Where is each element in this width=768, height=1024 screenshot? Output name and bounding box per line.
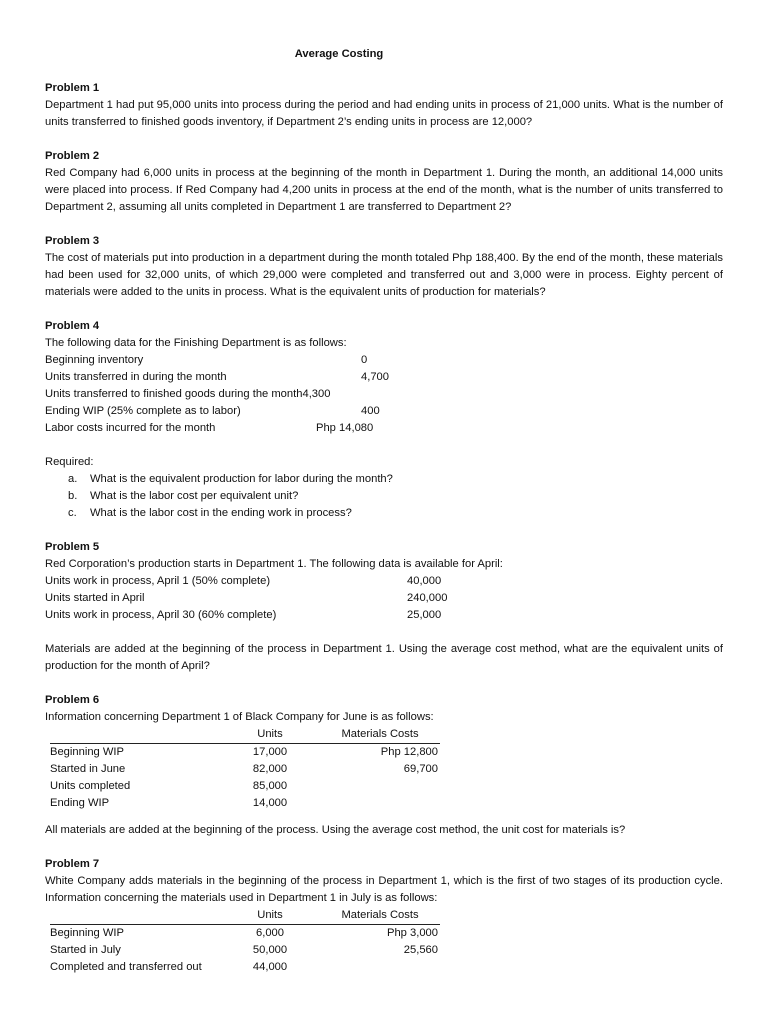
problem-7-heading: Problem 7 bbox=[45, 858, 100, 870]
row-cost: 69,700 bbox=[403, 763, 438, 775]
row-units: 50,000 bbox=[252, 944, 288, 956]
problem-1-text: Department 1 had put 95,000 units into process during the period and had ending units in process of 21,000 units. What is the number of units transferred to finished goods inventory, if Department 2’s ending units in process are 12,000? bbox=[45, 99, 723, 128]
table-row bbox=[50, 925, 440, 943]
problem-3-heading: Problem 3 bbox=[45, 235, 100, 247]
problem-4-heading: Problem 4 bbox=[45, 320, 100, 332]
problem-2 bbox=[45, 148, 723, 216]
row-cost bbox=[320, 959, 440, 976]
row-units: 82,000 bbox=[252, 763, 288, 775]
table-row bbox=[50, 761, 440, 778]
col-units-header: Units bbox=[257, 728, 283, 740]
row-cost bbox=[320, 778, 440, 795]
problem-2-text: Red Company had 6,000 units in process at the beginning of the month in Department 1. During the month, an additional 14,000 units were placed into process. If Red Company had 4,200 units in process at the end of the month, what is the number of units transferred to Department 2, assuming all units completed in Department 1 are transferred to Department 2? bbox=[45, 167, 723, 213]
list-letter: a. bbox=[68, 473, 78, 485]
p4-row-label: Beginning inventory bbox=[45, 354, 144, 366]
row-cost bbox=[320, 795, 440, 812]
list-text: What is the labor cost per equivalent unit? bbox=[90, 490, 299, 502]
p4-row-value: 4,300 bbox=[302, 388, 331, 400]
problem-1 bbox=[45, 80, 723, 131]
problem-7 bbox=[45, 856, 723, 976]
problem-4-required bbox=[45, 454, 723, 522]
problem-6-intro: Information concerning Department 1 of Black Company for June is as follows: bbox=[45, 711, 434, 723]
list-letter: b. bbox=[68, 490, 78, 502]
list-letter: c. bbox=[68, 507, 77, 519]
problem-7-intro: White Company adds materials in the beginning of the process in Department 1, which is the first of two stages of its production cycle. Information concerning the materials used in Department 1 in July is as follows: bbox=[45, 875, 723, 904]
p4-row-value: 400 bbox=[361, 405, 380, 417]
table-row bbox=[50, 942, 440, 959]
p4-row-value: 0 bbox=[361, 354, 368, 366]
p4-row bbox=[45, 386, 723, 403]
p5-row-label: Units work in process, April 30 (60% complete) bbox=[45, 609, 277, 621]
problem-5-heading: Problem 5 bbox=[45, 541, 100, 553]
p4-row bbox=[45, 420, 723, 437]
p5-row-value: 25,000 bbox=[407, 609, 442, 621]
problem-3-text: The cost of materials put into production in a department during the month totaled Php 188,400. By the end of the month, these materials had been used for 32,000 units, of which 29,000 were completed and transferred out and 3,000 were in process. Eighty percent of materials were added to the units in process. What is the equivalent units of production for materials? bbox=[45, 252, 723, 298]
col-costs-header: Materials Costs bbox=[341, 909, 419, 921]
problem-5-intro: Red Corporation’s production starts in Department 1. The following data is available for April: bbox=[45, 558, 503, 570]
problem-6-question: All materials are added at the beginning of the process. Using the average cost method, the unit cost for materials is? bbox=[45, 824, 626, 836]
table-row bbox=[50, 795, 440, 812]
p4-row-label: Ending WIP (25% complete as to labor) bbox=[45, 405, 241, 417]
row-units: 17,000 bbox=[220, 744, 320, 762]
problem-7-table bbox=[50, 907, 440, 976]
table-row bbox=[50, 778, 440, 795]
p5-row bbox=[45, 590, 723, 607]
page-title: Average Costing bbox=[294, 48, 384, 60]
problem-4 bbox=[45, 318, 723, 437]
table-header-row bbox=[50, 726, 440, 744]
list-text: What is the equivalent production for labor during the month? bbox=[90, 473, 393, 485]
p5-row-label: Units work in process, April 1 (50% complete) bbox=[45, 575, 271, 587]
list-item bbox=[68, 488, 723, 505]
row-label: Beginning WIP bbox=[50, 925, 220, 943]
row-label: Started in July bbox=[50, 944, 121, 956]
problem-1-heading: Problem 1 bbox=[45, 82, 100, 94]
row-cost: 25,560 bbox=[403, 944, 438, 956]
list-item bbox=[68, 471, 723, 488]
col-units-header: Units bbox=[257, 909, 283, 921]
p4-row-value: Php 14,080 bbox=[316, 422, 374, 434]
problem-3 bbox=[45, 233, 723, 301]
table-header-row bbox=[50, 907, 440, 925]
problem-6 bbox=[45, 692, 723, 812]
p4-row-value: 4,700 bbox=[361, 371, 389, 383]
table-row bbox=[50, 959, 440, 976]
row-label: Started in June bbox=[50, 763, 126, 775]
p5-row-label: Units started in April bbox=[45, 592, 145, 604]
table-row bbox=[50, 744, 440, 762]
problem-5 bbox=[45, 539, 723, 624]
row-cost: Php 3,000 bbox=[320, 925, 440, 943]
p5-row bbox=[45, 607, 723, 624]
row-label: Beginning WIP bbox=[50, 744, 220, 762]
row-label: Ending WIP bbox=[50, 797, 110, 809]
required-list bbox=[45, 471, 723, 522]
row-label: Completed and transferred out bbox=[50, 961, 202, 973]
p4-row-label: Labor costs incurred for the month bbox=[45, 422, 216, 434]
row-label: Units completed bbox=[50, 780, 131, 792]
problem-2-heading: Problem 2 bbox=[45, 150, 100, 162]
row-units: 85,000 bbox=[252, 780, 288, 792]
row-units: 6,000 bbox=[220, 925, 320, 943]
problem-4-intro: The following data for the Finishing Department is as follows: bbox=[45, 337, 347, 349]
list-item bbox=[68, 505, 723, 522]
p4-row bbox=[45, 403, 723, 420]
p5-row bbox=[45, 573, 723, 590]
p4-row bbox=[45, 352, 723, 369]
p5-row-value: 40,000 bbox=[407, 575, 442, 587]
problem-6-table bbox=[50, 726, 440, 812]
p4-row-label: Units transferred in during the month bbox=[45, 371, 227, 383]
row-units: 14,000 bbox=[252, 797, 288, 809]
p5-row-value: 240,000 bbox=[407, 592, 448, 604]
problem-5-question: Materials are added at the beginning of the process in Department 1. Using the average cost method, what are the equivalent units of production for the month of April? bbox=[45, 643, 723, 672]
p4-row-label: Units transferred to finished goods during the month bbox=[45, 388, 303, 400]
row-units: 44,000 bbox=[252, 961, 288, 973]
problem-6-heading: Problem 6 bbox=[45, 694, 100, 706]
required-label: Required: bbox=[45, 456, 94, 468]
row-cost: Php 12,800 bbox=[320, 744, 440, 762]
col-costs-header: Materials Costs bbox=[341, 728, 419, 740]
list-text: What is the labor cost in the ending work in process? bbox=[90, 507, 352, 519]
p4-row bbox=[45, 369, 723, 386]
